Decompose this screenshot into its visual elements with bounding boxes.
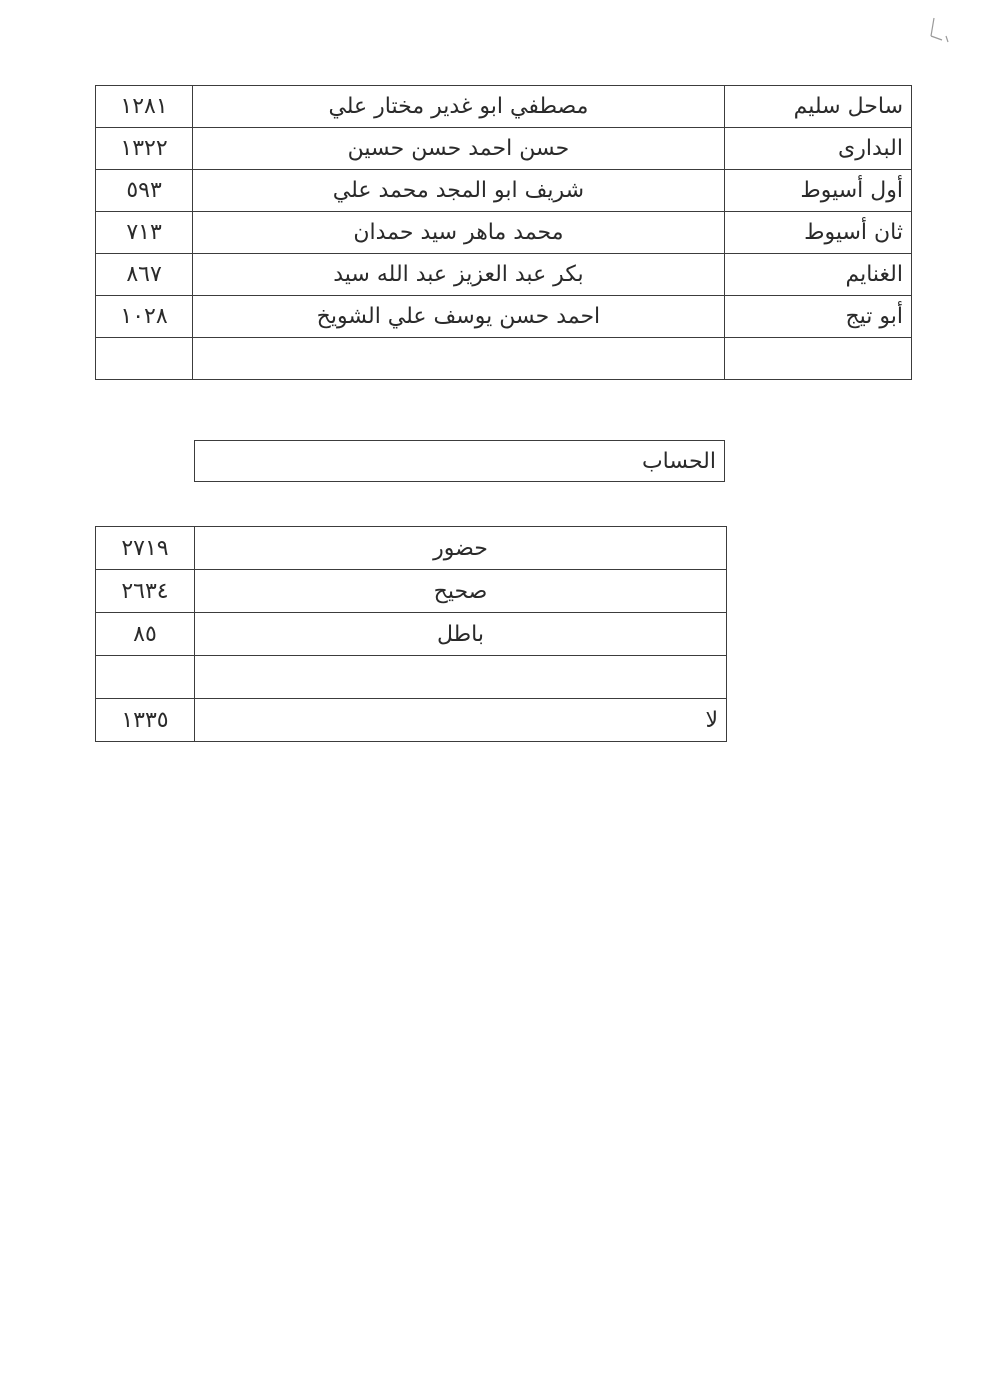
summary-value: ١٣٣٥ <box>96 699 195 742</box>
account-header-box <box>194 440 725 482</box>
summary-row <box>96 656 727 699</box>
summary-row <box>96 613 727 656</box>
candidate-name: مصطفي ابو غدير مختار علي <box>193 86 725 128</box>
candidate-district: الغنايم <box>724 254 911 296</box>
candidate-district: ثان أسيوط <box>724 212 911 254</box>
candidate-row <box>96 296 912 338</box>
candidate-row <box>96 338 912 380</box>
candidate-row <box>96 254 912 296</box>
summary-value: ٢٦٣٤ <box>96 570 195 613</box>
summary-value: ٢٧١٩ <box>96 527 195 570</box>
summary-row <box>96 699 727 742</box>
candidate-votes: ٨٦٧ <box>96 254 193 296</box>
summary-label: صحيح <box>195 570 727 613</box>
summary-table <box>95 526 727 742</box>
candidate-row <box>96 170 912 212</box>
candidate-votes: ١٣٢٢ <box>96 128 193 170</box>
summary-row <box>96 570 727 613</box>
summary-value <box>96 656 195 699</box>
candidate-votes: ٥٩٣ <box>96 170 193 212</box>
candidate-votes <box>96 338 193 380</box>
candidate-district: أبو تيج <box>724 296 911 338</box>
candidate-name: احمد حسن يوسف علي الشويخ <box>193 296 725 338</box>
candidate-name: شريف ابو المجد محمد علي <box>193 170 725 212</box>
candidate-name: بكر عبد العزيز عبد الله سيد <box>193 254 725 296</box>
summary-value: ٨٥ <box>96 613 195 656</box>
candidate-name: محمد ماهر سيد حمدان <box>193 212 725 254</box>
candidate-district <box>724 338 911 380</box>
candidate-row <box>96 212 912 254</box>
candidate-votes: ١٠٢٨ <box>96 296 193 338</box>
summary-label <box>195 656 727 699</box>
summary-label: باطل <box>195 613 727 656</box>
candidates-table <box>95 85 912 380</box>
summary-row <box>96 527 727 570</box>
candidate-votes: ٧١٣ <box>96 212 193 254</box>
candidate-name <box>193 338 725 380</box>
candidate-name: حسن احمد حسن حسين <box>193 128 725 170</box>
summary-label: حضور <box>195 527 727 570</box>
candidate-votes: ١٢٨١ <box>96 86 193 128</box>
candidate-row <box>96 128 912 170</box>
candidate-district: البدارى <box>724 128 911 170</box>
candidate-district: أول أسيوط <box>724 170 911 212</box>
candidate-district: ساحل سليم <box>724 86 911 128</box>
account-title: الحساب <box>195 441 725 482</box>
summary-label: لا <box>195 699 727 742</box>
pen-mark <box>928 14 954 44</box>
candidate-row <box>96 86 912 128</box>
